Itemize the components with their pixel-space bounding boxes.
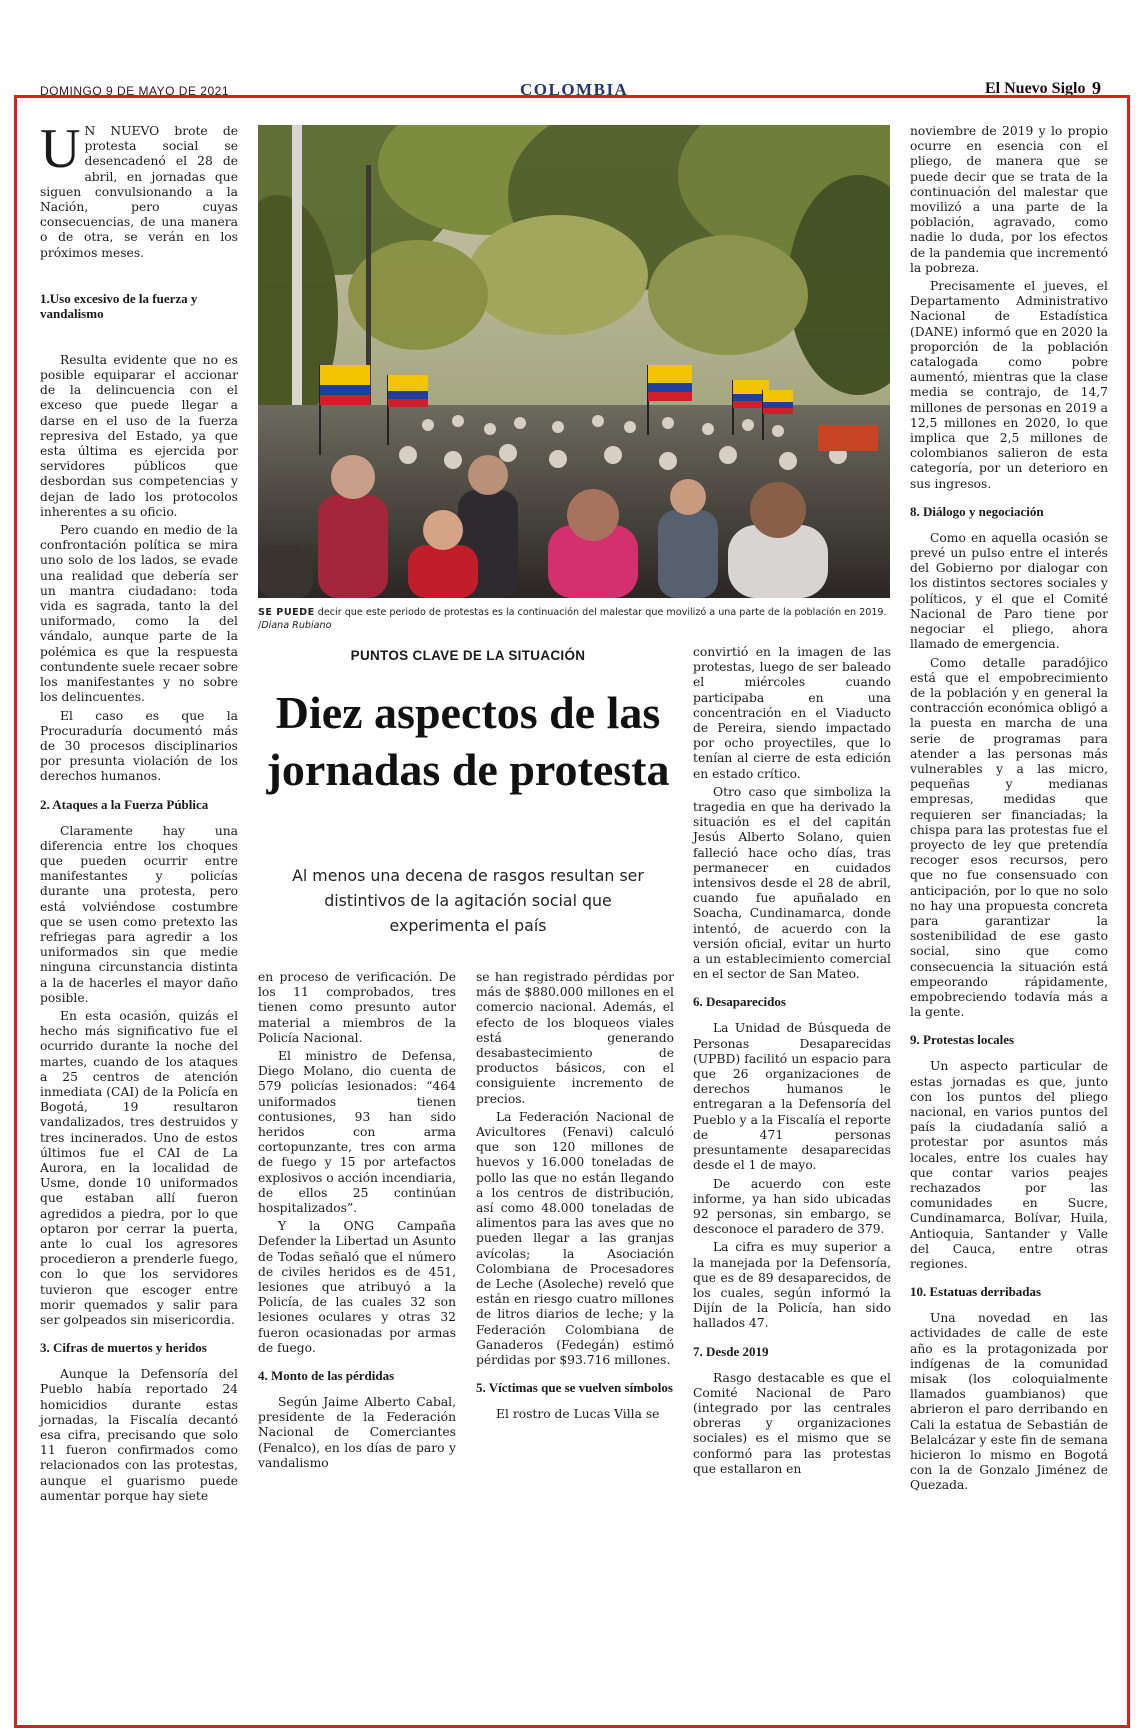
heading-6: 6. Desaparecidos — [693, 994, 786, 1010]
col4-paragraph-5: La cifra es muy superior a la manejada por la Defensoría, que es de 89 desaparecidos, de los cuales, según informó la Dijín de la Policía, han sido hallados 47. — [693, 1240, 891, 1331]
col5-paragraph-2: Precisamente el jueves, el Departamento Administrativo Nacional de Estadística (DANE) informó que en 2020 la proporción de la población catalogada como pobre aumentó, mientras que la clase media se contrajo, de 14,7 millones de personas en 2019 a 12,5 millones en 2020, lo que implica que 2,5 millones de colombianos salieron de esta categoría, por un deterioro en sus ingresos. — [910, 279, 1108, 491]
intro-lead: N NUEVO brote de protesta social se desencadenó el 28 de abril, en jornadas que siguen convulsionando a la Nación, pero cuyas consecuencias, de una manera o de otra, se verán en los próximos meses. — [40, 124, 238, 260]
col4-paragraph-1: convirtió en la imagen de las protestas, luego de ser baleado el miércoles cuando participaba en una concentración en el Viaducto de Pereira, siendo impactado por ocho proyectiles, que lo tenían al cierre de esta edición en estado crítico. — [693, 645, 891, 781]
heading-4: 4. Monto de las pérdidas — [258, 1368, 395, 1384]
column-5 — [910, 124, 1108, 1497]
col5-paragraph-6: Una novedad en las actividades de calle de este año es la protagonizada por indígenas de la comunidad misak (los coloquialmente llamados guambianos) que abrieron el paro derribando en Cali la estatua de Sebastián de Belalcázar y este fin de semana hicieron lo mismo en Bogotá con la de Gonzalo Jiménez de Quezada. — [910, 1311, 1108, 1493]
col4-paragraph-3: La Unidad de Búsqueda de Personas Desaparecidas (UPBD) facilitó un espacio para que 26 organizaciones de derechos humanos le entregaran a la Defensoría del Pueblo y a la Fiscalía el reporte de 471 personas presuntamente desaparecidas desde el 1 de mayo. — [693, 1021, 891, 1173]
kicker: PUNTOS CLAVE DE LA SITUACIÓN — [350, 648, 586, 663]
s2-paragraph-1: Claramente hay una diferencia entre los choques que pueden ocurrir entre manifestantes y policías durante una protesta, pero está volviéndose costumbre que se usen como pretexto las refriegas para agredir a los uniformados sin que medie ninguna circunstancia distinta a la de hacerles el mayor daño posible. — [40, 823, 238, 1005]
col4-paragraph-2: Otro caso que simboliza la tragedia en que ha derivado la situación es el del capitán Jesús Alberto Solano, quien falleció hace ocho días, tras permanecer en cuidados intensivos desde el 28 de abril, cuando fue apuñalado en Soacha, Cundinamarca, donde intentó, de acuerdo con la versión oficial, evitar un hurto a un establecimiento comercial en el sector de San Mateo. — [693, 784, 891, 982]
section-name: COLOMBIA — [520, 80, 629, 99]
col2-paragraph-2: El ministro de Defensa, Diego Molano, dio cuenta de 579 policías lesionados: “464 uniformados tienen contusiones, 93 han sido heridos con arma cortopunzante, tres con arma de fuego y 15 por artefactos explosivos o acción incendiaria, de ellos 25 continúan hospitalizados”. — [258, 1049, 456, 1216]
col3-paragraph-3: El rostro de Lucas Villa se — [496, 1407, 660, 1422]
col2-paragraph-4: Según Jaime Alberto Cabal, presidente de la Federación Nacional de Comerciantes (Fenalco), en los días de paro y vandalismo — [258, 1395, 456, 1470]
heading-9: 9. Protestas locales — [910, 1032, 1015, 1048]
column-3 — [476, 970, 674, 1425]
heading-3: 3. Cifras de muertos y heridos — [40, 1340, 207, 1356]
s3-paragraph-1: Aunque la Defensoría del Pueblo había reportado 24 homicidios durante estas jornadas, la Fiscalía decantó esa cifra, precisando que solo 11 fueron confirmados como relacionados con las protestas, aunque el guarismo puede aumentar porque hay siete — [40, 1367, 238, 1503]
col5-paragraph-5: Un aspecto particular de estas jornadas es que, junto con los puntos del pliego nacional, en varios puntos del país la ciudadanía salió a protestar por asuntos más locales, entre los cuales hay que contar varios peajes rechazados por las comunidades en Sucre, Cundinamarca, Bolívar, Huila, Antioquia, Santander y Valle del Cauca, entre otras regiones. — [910, 1059, 1108, 1272]
subheadline: Al menos una decena de rasgos resultan ser distintivos de la agitación social que experimenta el país — [292, 866, 644, 935]
col3-paragraph-2: La Federación Nacional de Avicultores (Fenavi) calculó que son 120 millones de huevos y 16.000 toneladas de pollo las que no están llegando a los centros de distribución, así como 48.000 toneladas de alimentos para las aves que no pueden llegar a las granjas avícolas; la Asociación Colombiana de Procesadores de Leche (Asoleche) reveló que están en riesgo cuatro millones de litros diarios de leche; y la Federación Colombiana de Ganaderos (Fedegán) estimó pérdidas por $93.716 millones. — [476, 1109, 674, 1368]
publication-name: El Nuevo Siglo — [985, 80, 1086, 97]
edition-date: DOMINGO 9 DE MAYO DE 2021 — [40, 84, 229, 98]
col5-paragraph-3: Como en aquella ocasión se prevé un pulso entre el interés del Gobierno por dialogar con los distintos sectores sociales y políticos, y el que el Comité Nacional de Paro tiene por negociar el pliego, ahora llamado de emergencia. — [910, 530, 1108, 652]
col2-paragraph-3: Y la ONG Campaña Defender la Libertad un Asunto de Todas señaló que el número de civiles heridos es de 451, lesiones que atribuyó a la Policía, de las cuales 32 son lesiones oculares y otras 32 fueron ocasionadas por armas de fuego. — [258, 1219, 456, 1355]
intro-paragraph — [40, 118, 238, 261]
column-2 — [258, 970, 456, 1474]
caption-lead: SE PUEDE — [258, 607, 315, 618]
headline: Diez aspectos de las jornadas de protesta — [266, 687, 670, 795]
col2-paragraph-1: en proceso de verificación. De los 11 comprobados, tres tienen como presunto autor material a miembros de la Policía Nacional. — [258, 970, 456, 1045]
heading-2: 2. Ataques a la Fuerza Pública — [40, 796, 209, 812]
column-4 — [693, 645, 891, 1480]
s1-paragraph-3: El caso es que la Procuraduría documentó más de 30 procesos disciplinarios por presunta violación de los derechos humanos. — [40, 708, 238, 784]
col5-paragraph-4: Como detalle paradójico está que el empobrecimiento de la población y en general la contracción económica obligó a la puesta en marcha de una serie de programas para atender a las personas más vulnerables y a las micro, pequeñas y medianas empresas, medidas que requieren ser financiadas; la chispa para las protestas fue el proyecto de ley que pretendía recoger esos recursos, pero que no fue consensuado con anticipación, por lo que no solo no hay una propuesta concreta para garantizar la sostenibilidad de ese gasto social, sino que como consecuencia la situación está empeorando rápidamente, empobreciendo todavía más a la gente. — [910, 655, 1108, 1020]
heading-7: 7. Desde 2019 — [693, 1343, 769, 1359]
protest-photo — [258, 125, 890, 598]
s1-paragraph-2: Pero cuando en medio de la confrontación política se mira uno solo de los lados, se evade una realidad que debería ser un mantra ciudadano: toda vida es sagrada, tanto la del uniformado, como la del vándalo, aunque parte de la polémica es que la respuesta contundente suele recaer sobre los manifestantes y no sobre los delincuentes. — [40, 523, 238, 705]
caption-text: decir que este periodo de protestas es la continuación del malestar que movilizó a una parte de la población en 2019. / — [258, 607, 887, 631]
page-number: 9 — [1092, 78, 1101, 98]
col4-paragraph-6: Rasgo destacable es que el Comité Nacional de Paro (integrado por las centrales obreras y organizaciones sociales) es el mismo que se conformó para las protestas que estallaron en — [693, 1370, 891, 1476]
dropcap-letter: U — [40, 118, 81, 180]
photo-caption — [258, 606, 890, 632]
heading-10: 10. Estatuas derribadas — [910, 1284, 1042, 1300]
s1-paragraph-1: Resulta evidente que no es posible equiparar el accionar de la delincuencia con el exceso que puede llegar a darse en el uso de la fuerza represiva del Estado, ya que esta última es ejercida por servidores públicos que desbordan sus competencias y dejan de lado los protocolos inherentes a su oficio. — [40, 352, 238, 519]
heading-1: 1.Uso excesivo de la fuerza y vandalismo — [40, 290, 198, 321]
heading-8: 8. Diálogo y negociación — [910, 503, 1044, 519]
col3-paragraph-1: se han registrado pérdidas por más de $880.000 millones en el comercio nacional. Además, el efecto de los bloqueos viales está generando desabastecimiento de productos básicos, con el consiguiente incremento de precios. — [476, 970, 674, 1106]
column-1 — [40, 118, 238, 1507]
col5-paragraph-1: noviembre de 2019 y lo propio ocurre en esencia con el pliego, de manera que se puede decir que se trata de la continuación del malestar que movilizó a una parte de la población, agravado, como nadie lo duda, por los efectos de la pandemia que incrementó la pobreza. — [910, 124, 1108, 275]
col4-paragraph-4: De acuerdo con este informe, ya han sido ubicadas 92 personas, sin embargo, se desconoce el paradero de 379. — [693, 1176, 891, 1237]
photo-credit: Diana Rubiano — [261, 620, 332, 631]
protest-photo-illustration — [258, 125, 890, 598]
s2-paragraph-2: En esta ocasión, quizás el hecho más significativo fue el ocurrido durante la noche del martes, cuando de los ataques a 25 centros de atención inmediata (CAI) de la Policía en Bogotá, 19 resultaron vandalizados, tres destruidos y tres incinerados. Uno de estos últimos fue el CAI de La Aurora, en la localidad de Usme, donde 10 uniformados que estaban allí fueron agredidos a piedra, por lo que optaron por cerrar la puerta, ante lo cual los agresores procedieron a prenderle fuego, con lo que los servidores tuvieron que escoger entre morir quemados y salir para ser golpeados sin misericordia. — [40, 1008, 238, 1328]
heading-5: 5. Víctimas que se vuelven símbolos — [476, 1380, 673, 1396]
